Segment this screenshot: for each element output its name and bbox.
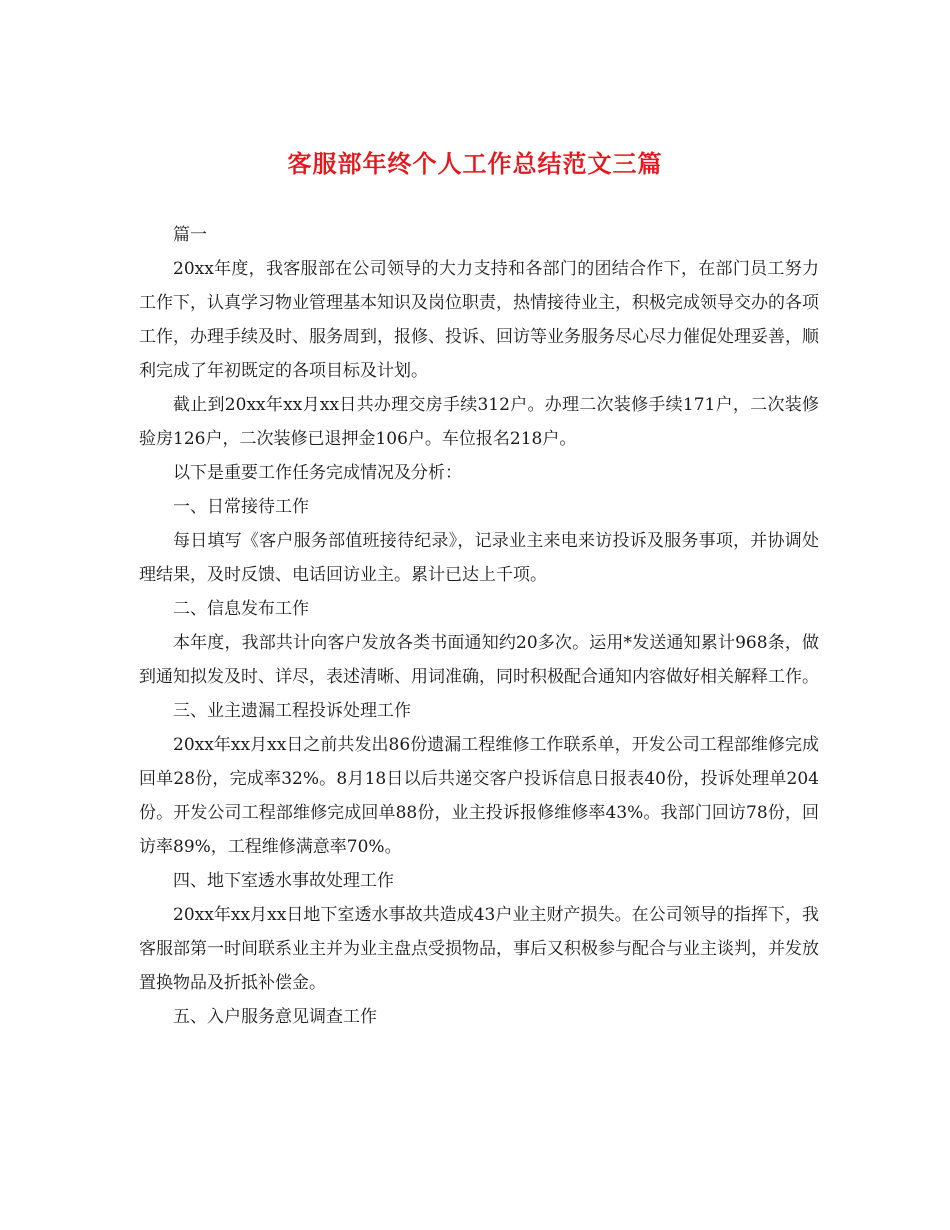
paragraph-basement: 20xx年xx月xx日地下室透水事故共造成43户业主财产损失。在公司领导的指挥下，我客服部第一时间联系业主并为业主盘点受损物品，事后又积极参与配合与业主谈判，并发放置换物品及折抵补偿金。	[139, 905, 819, 993]
paragraph-complaints: 20xx年xx月xx日之前共发出86份遗漏工程维修工作联系单，开发公司工程部维修完成回单28份，完成率32%。8月18日以后共递交客户投诉信息日报表40份，投诉处理单204份。开发公司工程部维修完成回单88份，业主投诉报修维修率43%。我部门回访78份，回访率89%，工程维修满意率70%。	[139, 735, 819, 857]
section-heading-survey: 五、入户服务意见调查工作	[173, 1007, 377, 1027]
document-body	[139, 218, 819, 1034]
paragraph-intro-analysis: 以下是重要工作任务完成情况及分析：	[173, 463, 462, 483]
section-heading-basement: 四、地下室透水事故处理工作	[173, 871, 394, 891]
paragraph-reception: 每日填写《客户服务部值班接待纪录》，记录业主来电来访投诉及服务事项，并协调处理结果，及时反馈、电话回访业主。累计已达上千项。	[139, 531, 819, 585]
section-heading-reception: 一、日常接待工作	[173, 497, 309, 517]
section-heading-complaints: 三、业主遗漏工程投诉处理工作	[173, 701, 411, 721]
section-heading-info-release: 二、信息发布工作	[173, 599, 309, 619]
paragraph-statistics: 截止到20xx年xx月xx日共办理交房手续312户。办理二次装修手续171户，二次装修验房126户，二次装修已退押金106户。车位报名218户。	[139, 395, 819, 449]
paragraph-info-release: 本年度，我部共计向客户发放各类书面通知约20多次。运用*发送通知累计968条，做到通知拟发及时、详尽，表述清晰、用词准确，同时积极配合通知内容做好相关解释工作。	[139, 633, 819, 687]
document-title: 客服部年终个人工作总结范文三篇	[287, 149, 663, 178]
section-heading-part-one: 篇一	[173, 225, 207, 245]
paragraph-overview: 20xx年度，我客服部在公司领导的大力支持和各部门的团结合作下，在部门员工努力工作下，认真学习物业管理基本知识及岗位职责，热情接待业主，积极完成领导交办的各项工作，办理手续及时、服务周到，报修、投诉、回访等业务服务尽心尽力催促处理妥善，顺利完成了年初既定的各项目标及计划。	[139, 259, 819, 381]
